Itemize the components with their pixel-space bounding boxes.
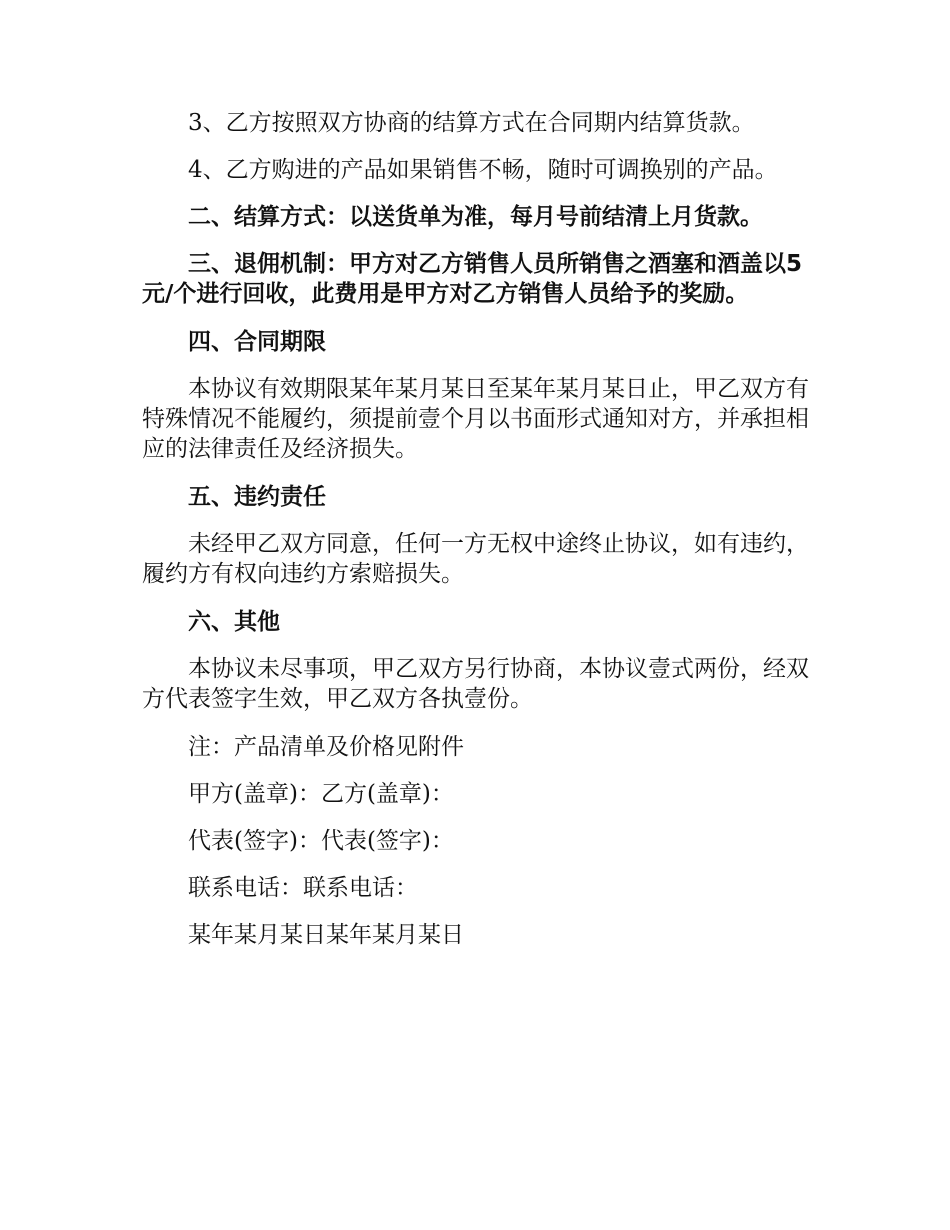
document-body [142, 108, 812, 967]
breach-heading: 五、违约责任 [188, 484, 326, 510]
attachment-note: 注：产品清单及价格见附件 [188, 734, 464, 760]
clause-3-paragraph: 3、乙方按照双方协商的结算方式在合同期内结算货款。 [188, 110, 755, 136]
other-paragraph: 本协议未尽事项，甲乙双方另行协商，本协议壹式两份，经双方代表签字生效，甲乙双方各执壹份。 [142, 656, 809, 712]
phone-line: 联系电话：联系电话： [188, 875, 418, 901]
commission-heading: 三、退佣机制：甲方对乙方销售人员所销售之酒塞和酒盖以5元/个进行回收，此费用是甲方对乙方销售人员给予的奖励。 [142, 251, 803, 307]
seal-line: 甲方(盖章)：乙方(盖章)： [188, 781, 454, 807]
settlement-heading: 二、结算方式：以送货单为准，每月号前结清上月货款。 [188, 204, 763, 230]
clause-4-paragraph: 4、乙方购进的产品如果销售不畅，随时可调换别的产品。 [188, 157, 778, 183]
signature-line: 代表(签字)：代表(签字)： [188, 828, 454, 854]
other-heading: 六、其他 [188, 609, 280, 635]
contract-term-heading: 四、合同期限 [188, 329, 326, 355]
breach-paragraph: 未经甲乙双方同意，任何一方无权中途终止协议，如有违约，履约方有权向违约方索赔损失。 [142, 531, 809, 587]
contract-term-paragraph: 本协议有效期限某年某月某日至某年某月某日止，甲乙双方有特殊情况不能履约，须提前壹个月以书面形式通知对方，并承担相应的法律责任及经济损失。 [142, 376, 809, 462]
date-line: 某年某月某日某年某月某日 [188, 922, 464, 948]
